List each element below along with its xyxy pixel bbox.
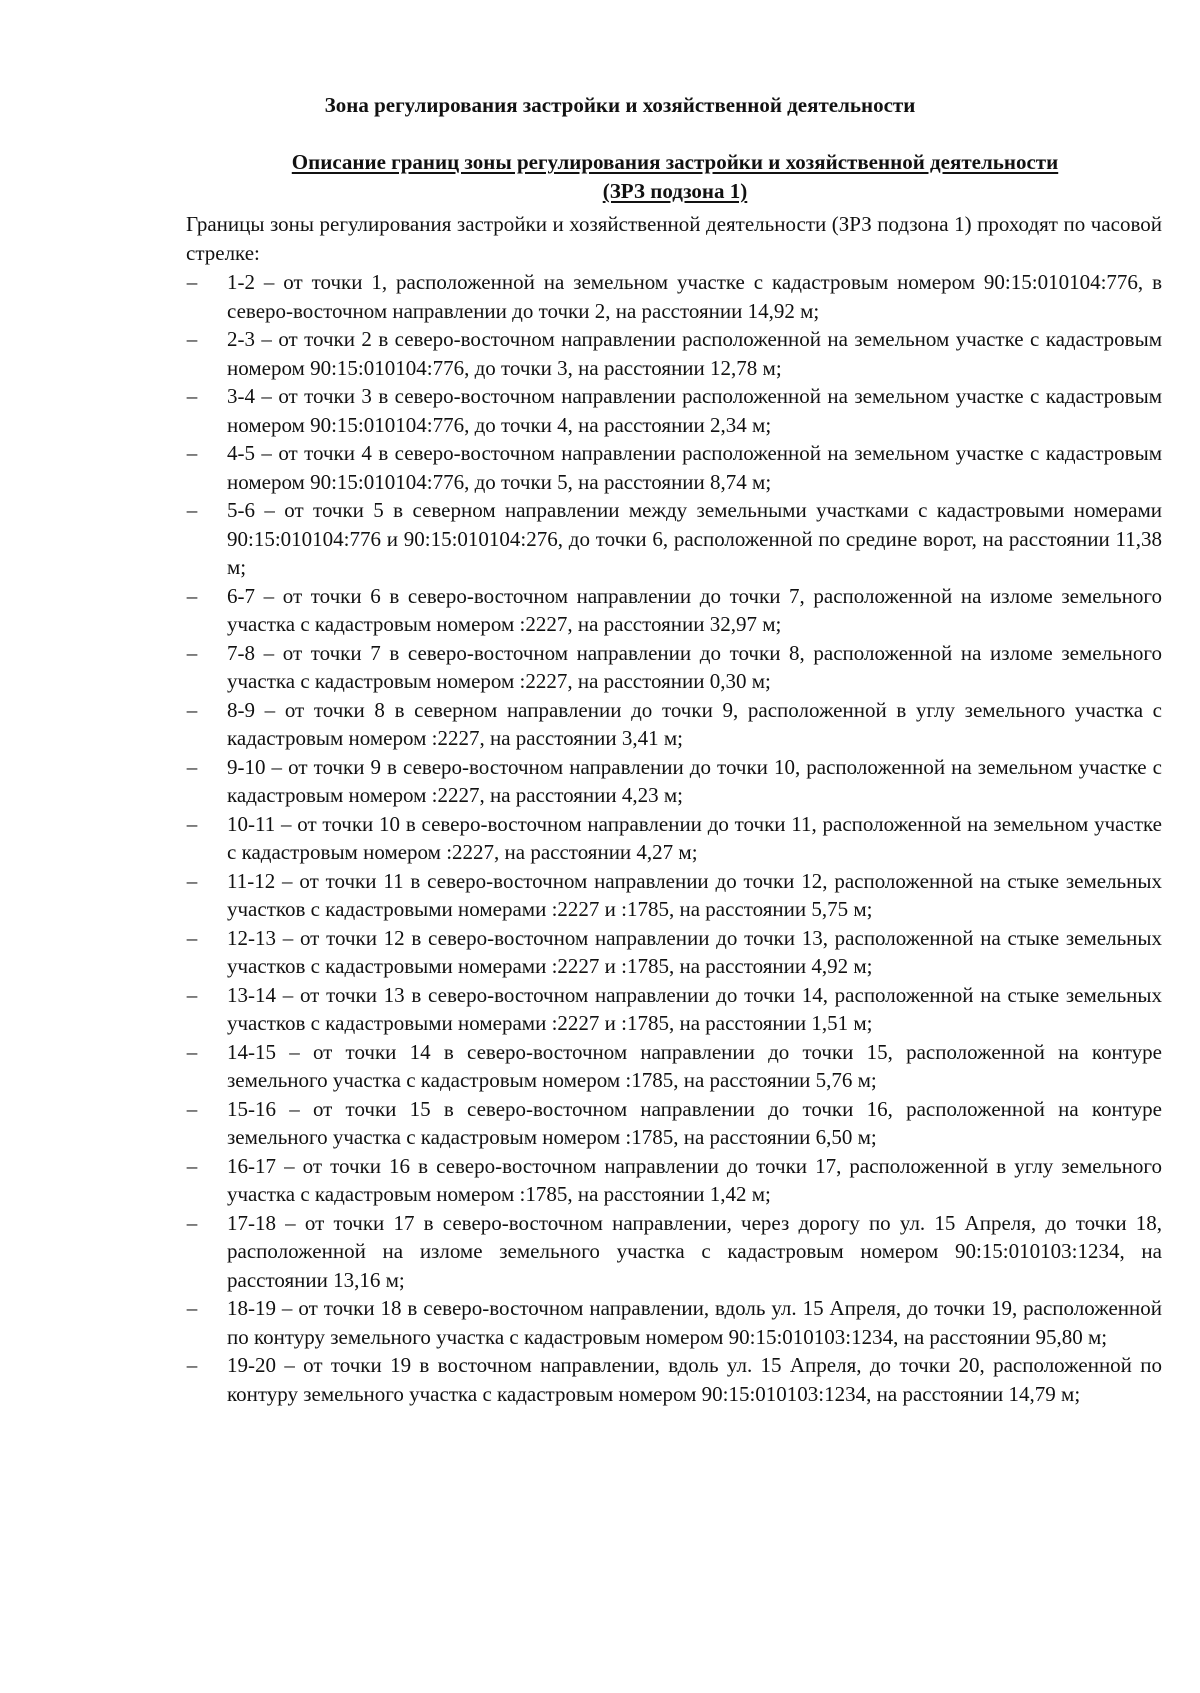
list-item: [182, 810, 1162, 867]
list-bullet: –: [186, 441, 198, 465]
list-item-text: 16-17 – от точки 16 в северо-восточном направлении до точки 17, расположенной в углу земельного участка с кадастровым номером :1785, на расстоянии 1,42 м;: [227, 1153, 1162, 1206]
list-item: [182, 639, 1162, 696]
list-item-text: 3-4 – от точки 3 в северо-восточном направлении расположенной на земельном участке с кадастровым номером 90:15:010104:776, до точки 4, на расстоянии 2,34 м;: [227, 384, 1162, 437]
boundary-list: [182, 268, 1162, 1408]
list-item-text: 5-6 – от точки 5 в северном направлении между земельными участками с кадастровыми номерами 90:15:010104:776 и 90:15:010104:276, до точки 6, расположенной по средине ворот, на расстоянии 11,38 м;: [227, 498, 1162, 579]
list-item: [182, 1095, 1162, 1152]
list-item-text: 14-15 – от точки 14 в северо-восточном направлении до точки 15, расположенной на контуре земельного участка с кадастровым номером :1785, на расстоянии 5,76 м;: [227, 1039, 1162, 1092]
list-bullet: –: [186, 270, 198, 294]
list-item: [182, 382, 1162, 439]
list-item: [182, 1294, 1162, 1351]
section-heading-line-2: (ЗРЗ подзона 1): [602, 179, 748, 203]
list-item-text: 9-10 – от точки 9 в северо-восточном направлении до точки 10, расположенной на земельном участке с кадастровым номером :2227, на расстоянии 4,23 м;: [227, 754, 1162, 807]
list-item-text: 7-8 – от точки 7 в северо-восточном направлении до точки 8, расположенной на изломе земельного участка с кадастровым номером :2227, на расстоянии 0,30 м;: [227, 640, 1162, 693]
list-bullet: –: [186, 1039, 198, 1064]
list-bullet: –: [186, 925, 198, 950]
list-item-text: 19-20 – от точки 19 в восточном направлении, вдоль ул. 15 Апреля, до точки 20, расположенной по контуру земельного участка с кадастровым номером 90:15:010103:1234, на расстоянии 14,79 м;: [227, 1353, 1162, 1406]
list-item-text: 4-5 – от точки 4 в северо-восточном направлении расположенной на земельном участке с кадастровым номером 90:15:010104:776, до точки 5, на расстоянии 8,74 м;: [227, 441, 1162, 494]
list-bullet: –: [186, 498, 198, 522]
list-item: [182, 696, 1162, 753]
list-item-text: 10-11 – от точки 10 в северо-восточном направлении до точки 11, расположенной на земельном участке с кадастровым номером :2227, на расстоянии 4,27 м;: [227, 811, 1162, 864]
list-bullet: –: [186, 1210, 198, 1235]
page-title: Зона регулирования застройки и хозяйственной деятельности: [324, 93, 916, 117]
list-item: [182, 439, 1162, 496]
list-item: [182, 268, 1162, 325]
section-heading-line-1: Описание границ зоны регулирования застройки и хозяйственной деятельности: [291, 150, 1059, 174]
list-item-text: 17-18 – от точки 17 в северо-восточном направлении, через дорогу по ул. 15 Апреля, до точки 18, расположенной на изломе земельного участка с кадастровым номером 90:15:010103:1234, на расстоянии 13,16 м;: [227, 1210, 1162, 1292]
list-item: [182, 1152, 1162, 1209]
list-item: [182, 753, 1162, 810]
list-item: [182, 1351, 1162, 1408]
list-item-text: 1-2 – от точки 1, расположенной на земельном участке с кадастровым номером 90:15:010104:776, в северо-восточном направлении до точки 2, на расстоянии 14,92 м;: [227, 270, 1162, 323]
list-item: [182, 981, 1162, 1038]
list-item-text: 11-12 – от точки 11 в северо-восточном направлении до точки 12, расположенной на стыке земельных участков с кадастровыми номерами :2227 и :1785, на расстоянии 5,75 м;: [227, 868, 1162, 921]
list-item-text: 13-14 – от точки 13 в северо-восточном направлении до точки 14, расположенной на стыке земельных участков с кадастровыми номерами :2227 и :1785, на расстоянии 1,51 м;: [227, 982, 1162, 1035]
list-bullet: –: [186, 1296, 198, 1320]
list-item: [182, 325, 1162, 382]
list-bullet: –: [186, 583, 198, 608]
list-item-text: 6-7 – от точки 6 в северо-восточном направлении до точки 7, расположенной на изломе земельного участка с кадастровым номером :2227, на расстоянии 32,97 м;: [227, 583, 1162, 636]
list-bullet: –: [186, 1353, 198, 1377]
list-bullet: –: [186, 982, 198, 1007]
list-bullet: –: [186, 697, 198, 722]
list-item-text: 15-16 – от точки 15 в северо-восточном направлении до точки 16, расположенной на контуре земельного участка с кадастровым номером :1785, на расстоянии 6,50 м;: [227, 1096, 1162, 1149]
list-bullet: –: [186, 1096, 198, 1121]
list-bullet: –: [186, 384, 198, 408]
list-item: [182, 1038, 1162, 1095]
list-item-text: 8-9 – от точки 8 в северном направлении до точки 9, расположенной в углу земельного участка с кадастровым номером :2227, на расстоянии 3,41 м;: [227, 697, 1162, 750]
list-bullet: –: [186, 1153, 198, 1178]
intro-paragraph: Границы зоны регулирования застройки и хозяйственной деятельности (ЗРЗ подзона 1) проходят по часовой стрелке:: [186, 212, 1162, 265]
list-item: [182, 867, 1162, 924]
list-bullet: –: [186, 327, 198, 351]
list-item: [182, 496, 1162, 582]
list-item: [182, 1209, 1162, 1295]
list-item-text: 12-13 – от точки 12 в северо-восточном направлении до точки 13, расположенной на стыке земельных участков с кадастровыми номерами :2227 и :1785, на расстоянии 4,92 м;: [227, 925, 1162, 978]
list-bullet: –: [186, 640, 198, 665]
section-heading: [220, 148, 1130, 206]
list-bullet: –: [186, 868, 198, 893]
list-item: [182, 924, 1162, 981]
list-bullet: –: [186, 811, 198, 836]
list-item-text: 2-3 – от точки 2 в северо-восточном направлении расположенной на земельном участке с кадастровым номером 90:15:010104:776, до точки 3, на расстоянии 12,78 м;: [227, 327, 1162, 380]
list-item: [182, 582, 1162, 639]
list-item-text: 18-19 – от точки 18 в северо-восточном направлении, вдоль ул. 15 Апреля, до точки 19, расположенной по контуру земельного участка с кадастровым номером 90:15:010103:1234, на расстоянии 95,80 м;: [227, 1296, 1162, 1349]
list-bullet: –: [186, 754, 198, 779]
